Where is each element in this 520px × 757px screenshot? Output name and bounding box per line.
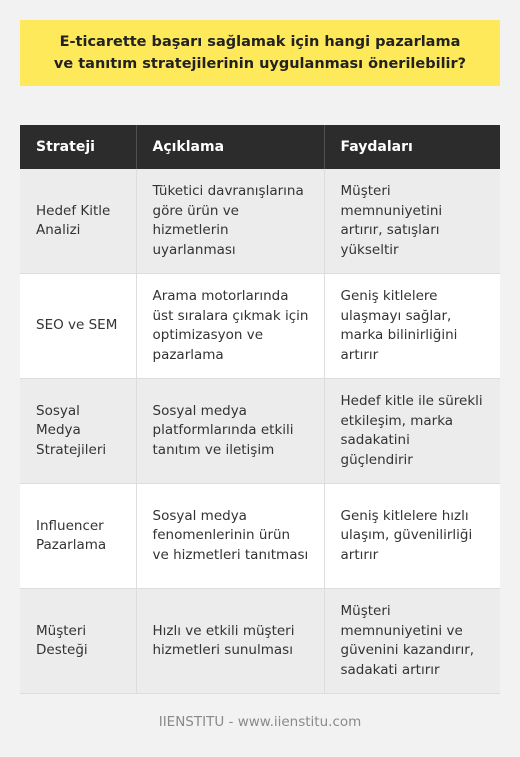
strategy-table — [20, 125, 500, 694]
table-row — [20, 169, 500, 274]
table-row — [20, 589, 500, 694]
cell-benefits: Müşteri memnuniyetini artırır, satışları yükseltir — [324, 169, 500, 274]
table-row — [20, 274, 500, 379]
table-row — [20, 379, 500, 484]
column-header-benefits: Faydaları — [324, 125, 500, 169]
cell-benefits: Müşteri memnuniyetini ve güvenini kazandırır, sadakati artırır — [324, 589, 500, 694]
table-header-row — [20, 125, 500, 169]
cell-strategy: Sosyal Medya Stratejileri — [20, 379, 136, 484]
cell-description: Sosyal medya platformlarında etkili tanıtım ve iletişim — [136, 379, 324, 484]
cell-description: Hızlı ve etkili müşteri hizmetleri sunulması — [136, 589, 324, 694]
cell-description: Sosyal medya fenomenlerinin ürün ve hizmetleri tanıtması — [136, 484, 324, 589]
cell-strategy: Müşteri Desteği — [20, 589, 136, 694]
cell-benefits: Geniş kitlelere hızlı ulaşım, güvenilirliği artırır — [324, 484, 500, 589]
cell-benefits: Hedef kitle ile sürekli etkileşim, marka sadakatini güçlendirir — [324, 379, 500, 484]
column-header-description: Açıklama — [136, 125, 324, 169]
page-title: E-ticarette başarı sağlamak için hangi pazarlama ve tanıtım stratejilerinin uygulanması önerilebilir? — [53, 34, 467, 72]
cell-strategy: SEO ve SEM — [20, 274, 136, 379]
cell-strategy: Hedef Kitle Analizi — [20, 169, 136, 274]
column-header-strategy: Strateji — [20, 125, 136, 169]
cell-strategy: Influencer Pazarlama — [20, 484, 136, 589]
cell-description: Tüketici davranışlarına göre ürün ve hizmetlerin uyarlanması — [136, 169, 324, 274]
footer-credit: IIENSTITU - www.iienstitu.com — [158, 714, 362, 730]
title-banner — [20, 20, 500, 86]
table-row — [20, 484, 500, 589]
cell-description: Arama motorlarında üst sıralara çıkmak için optimizasyon ve pazarlama — [136, 274, 324, 379]
cell-benefits: Geniş kitlelere ulaşmayı sağlar, marka bilinirliğini artırır — [324, 274, 500, 379]
